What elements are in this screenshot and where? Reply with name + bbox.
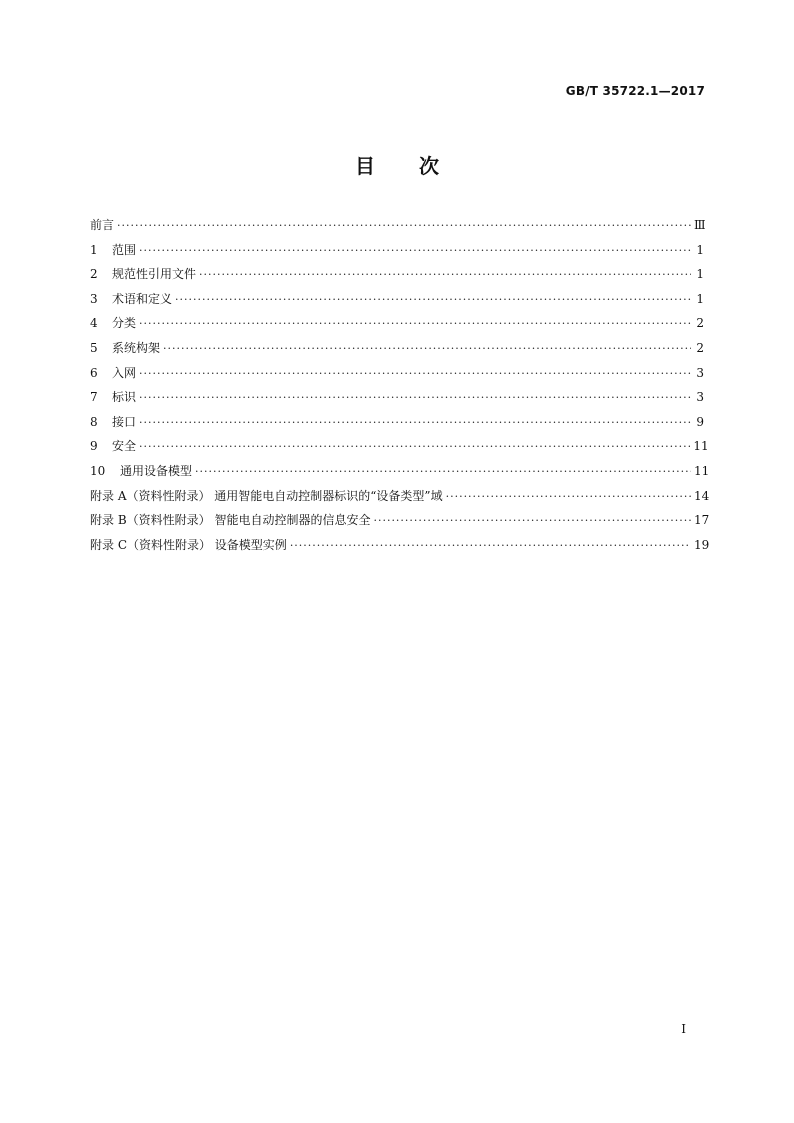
toc-entry-label: 标识 bbox=[112, 390, 137, 405]
toc-entry-page: Ⅲ bbox=[694, 218, 706, 232]
toc-entry-page: 2 bbox=[696, 316, 704, 331]
toc-leader bbox=[175, 293, 691, 306]
toc-entry-appendix-b[interactable] bbox=[90, 511, 710, 536]
toc-title-char-1: 目 bbox=[355, 154, 375, 178]
toc-entry-foreword[interactable] bbox=[90, 216, 704, 241]
toc-entry-appendix-c[interactable] bbox=[90, 536, 710, 561]
toc-leader bbox=[290, 539, 691, 552]
toc-entry-7[interactable] bbox=[90, 388, 704, 413]
toc-entry-page: 11 bbox=[693, 439, 709, 454]
toc-entry-label: 分类 bbox=[112, 316, 137, 331]
toc-leader bbox=[195, 465, 691, 478]
standard-code: GB/T 35722.1—2017 bbox=[565, 84, 705, 98]
toc-entry-label: 入网 bbox=[112, 365, 137, 380]
toc-entry-number: 2 bbox=[90, 267, 98, 282]
toc-entry-5[interactable] bbox=[90, 339, 704, 364]
toc-leader bbox=[373, 514, 691, 527]
toc-entry-page: 1 bbox=[696, 291, 704, 306]
toc-leader bbox=[139, 317, 691, 330]
toc-leader bbox=[139, 391, 691, 404]
toc-entry-page: 14 bbox=[694, 488, 710, 503]
toc-entry-number: 8 bbox=[90, 414, 98, 429]
toc-entry-page: 3 bbox=[696, 390, 704, 405]
toc-entry-page: 3 bbox=[696, 365, 704, 380]
toc-entry-page: 1 bbox=[696, 267, 704, 282]
toc-leader bbox=[163, 342, 691, 355]
toc-entry-label: 附录 A（资料性附录） 通用智能电自动控制器标识的“设备类型”域 bbox=[90, 488, 443, 503]
toc-entry-page: 17 bbox=[694, 513, 710, 528]
toc-leader bbox=[139, 440, 690, 453]
toc-entry-4[interactable] bbox=[90, 314, 704, 339]
toc-entry-page: 11 bbox=[694, 463, 710, 478]
toc-leader bbox=[139, 244, 691, 257]
toc-entry-label: 附录 B（资料性附录） 智能电自动控制器的信息安全 bbox=[90, 513, 371, 528]
page-number: I bbox=[681, 1022, 686, 1036]
toc-entry-label: 规范性引用文件 bbox=[112, 267, 197, 282]
toc-leader bbox=[117, 219, 691, 232]
toc-entry-number: 3 bbox=[90, 291, 98, 306]
toc-entry-page: 1 bbox=[696, 242, 704, 257]
toc-entry-label: 接口 bbox=[112, 414, 137, 429]
toc-title bbox=[0, 150, 794, 179]
toc-entry-page: 2 bbox=[696, 340, 704, 355]
toc-title-char-2: 次 bbox=[419, 154, 439, 178]
toc-entry-number: 7 bbox=[90, 390, 98, 405]
toc-entry-2[interactable] bbox=[90, 265, 704, 290]
toc-entry-page: 9 bbox=[696, 414, 704, 429]
toc-entry-number: 1 bbox=[90, 242, 98, 257]
toc-leader bbox=[139, 416, 691, 429]
toc-entry-number: 4 bbox=[90, 316, 98, 331]
toc-leader bbox=[446, 490, 691, 503]
toc-entry-10[interactable] bbox=[90, 462, 710, 487]
toc-entry-appendix-a[interactable] bbox=[90, 487, 710, 512]
toc-list bbox=[90, 216, 710, 560]
toc-entry-number: 10 bbox=[90, 463, 106, 478]
toc-entry-6[interactable] bbox=[90, 364, 704, 389]
toc-entry-label: 术语和定义 bbox=[112, 291, 173, 306]
toc-entry-label: 附录 C（资料性附录） 设备模型实例 bbox=[90, 537, 287, 552]
toc-entry-number: 5 bbox=[90, 340, 98, 355]
toc-entry-8[interactable] bbox=[90, 413, 704, 438]
toc-entry-label: 系统构架 bbox=[112, 340, 161, 355]
toc-entry-label: 前言 bbox=[90, 218, 115, 232]
toc-entry-1[interactable] bbox=[90, 241, 704, 266]
toc-entry-number: 6 bbox=[90, 365, 98, 380]
toc-entry-label: 范围 bbox=[112, 242, 137, 257]
toc-leader bbox=[139, 367, 691, 380]
toc-entry-label: 通用设备模型 bbox=[120, 463, 193, 478]
toc-entry-number: 9 bbox=[90, 439, 98, 454]
toc-entry-label: 安全 bbox=[112, 439, 137, 454]
toc-entry-page: 19 bbox=[694, 537, 710, 552]
toc-leader bbox=[199, 268, 691, 281]
toc-entry-9[interactable] bbox=[90, 437, 709, 462]
toc-entry-3[interactable] bbox=[90, 290, 704, 315]
